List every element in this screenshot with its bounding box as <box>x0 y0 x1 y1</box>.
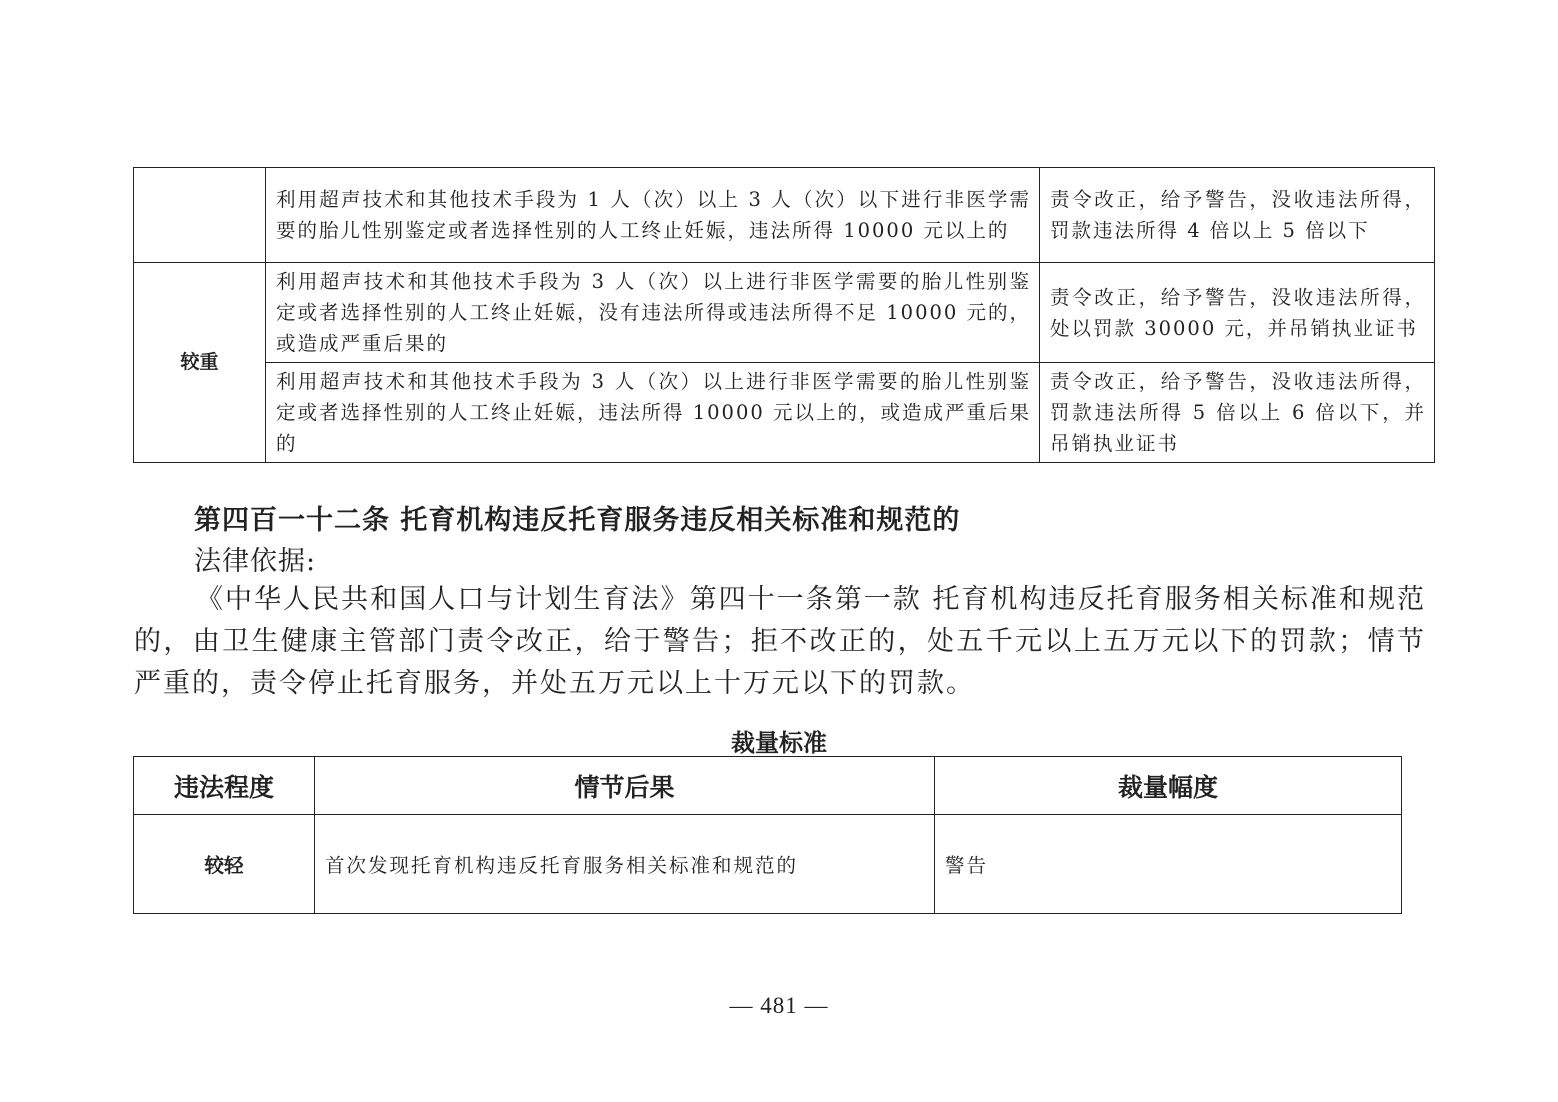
circumstance-cell: 首次发现托育机构违反托育服务相关标准和规范的 <box>315 815 935 914</box>
column-header: 裁量幅度 <box>935 757 1402 815</box>
page-number: — 481 — <box>729 993 829 1018</box>
severity-cell <box>134 168 266 263</box>
severity-cell: 较重 <box>134 263 266 463</box>
circumstance-cell: 利用超声技术和其他技术手段为 3 人（次）以上进行非医学需要的胎儿性别鉴定或者选择性别的人工终止妊娠，违法所得 10000 元以上的，或造成严重后果的 <box>266 363 1040 463</box>
table-row <box>134 363 1435 463</box>
article-title: 第四百一十二条 托育机构违反托育服务违反相关标准和规范的 <box>194 505 961 536</box>
discretion-table-continued <box>133 167 1435 463</box>
severity-cell: 较轻 <box>134 815 315 914</box>
column-header: 违法程度 <box>134 757 315 815</box>
penalty-cell: 责令改正，给予警告，没收违法所得，罚款违法所得 4 倍以上 5 倍以下 <box>1040 168 1435 263</box>
penalty-cell: 责令改正，给予警告，没收违法所得，处以罚款 30000 元，并吊销执业证书 <box>1040 263 1435 363</box>
table-header-row <box>134 757 1402 815</box>
discretion-standard-table <box>133 756 1402 914</box>
penalty-cell: 责令改正，给予警告，没收违法所得，罚款违法所得 5 倍以上 6 倍以下，并吊销执业证书 <box>1040 363 1435 463</box>
legal-basis-label: 法律依据: <box>194 546 317 577</box>
circumstance-cell: 利用超声技术和其他技术手段为 1 人（次）以上 3 人（次）以下进行非医学需要的胎儿性别鉴定或者选择性别的人工终止妊娠，违法所得 10000 元以上的 <box>266 168 1040 263</box>
legal-basis-text: 《中华人民共和国人口与计划生育法》第四十一条第一款 托育机构违反托育服务相关标准和规范的，由卫生健康主管部门责令改正，给于警告；拒不改正的，处五千元以上五万元以下的罚款；情节严重的，责令停止托育服务，并处五万元以上十万元以下的罚款。 <box>134 584 1426 699</box>
table-row <box>134 815 1402 914</box>
column-header: 情节后果 <box>315 757 935 815</box>
penalty-cell: 警告 <box>935 815 1402 914</box>
standard-table-caption: 裁量标准 <box>731 729 827 757</box>
table-row <box>134 263 1435 363</box>
circumstance-cell: 利用超声技术和其他技术手段为 3 人（次）以上进行非医学需要的胎儿性别鉴定或者选择性别的人工终止妊娠，没有违法所得或违法所得不足 10000 元的，或造成严重后果的 <box>266 263 1040 363</box>
table-row <box>134 168 1435 263</box>
